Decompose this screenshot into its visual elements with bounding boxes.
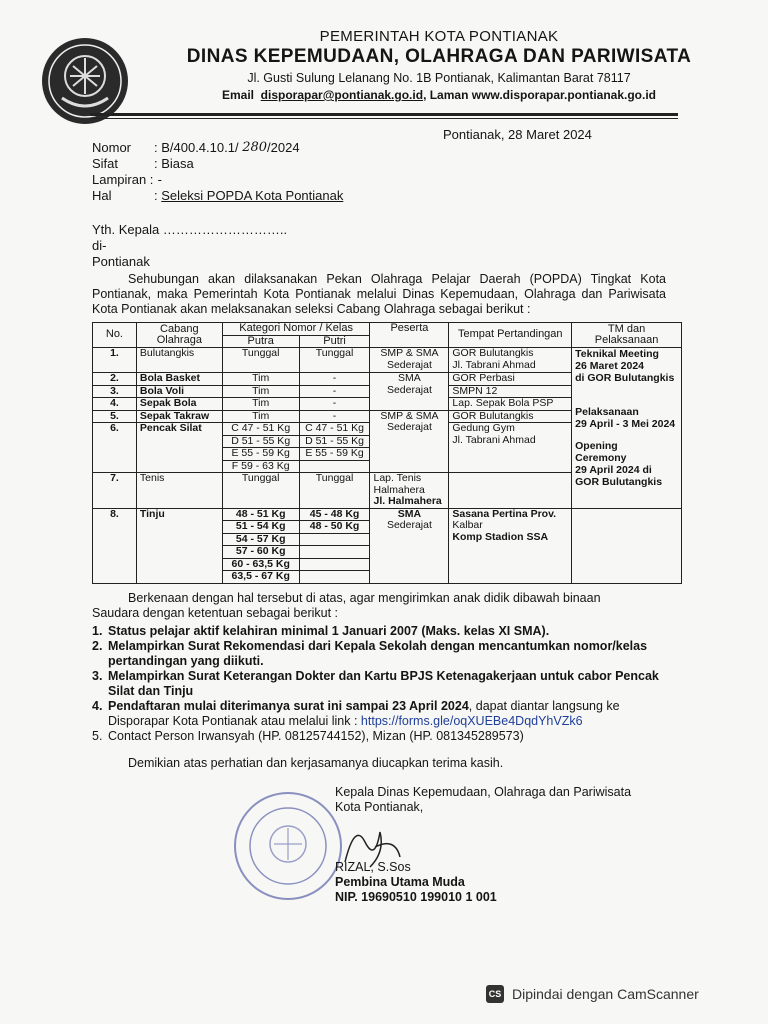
table-row: 6. Pencak Silat C 47 - 51 Kg C 47 - 51 Kg Gedung Gym Jl. Tabrani Ahmad — [93, 423, 682, 436]
camscanner-icon: CS — [486, 985, 504, 1003]
signatory-title: Kepala Dinas Kepemudaan, Olahraga dan Pariwisata Kota Pontianak, — [335, 785, 632, 814]
camscanner-watermark: CS Dipindai dengan CamScanner — [486, 985, 699, 1003]
table-row: 60 - 63,5 Kg — [93, 558, 682, 571]
sports-schedule-table: No. Cabang Olahraga Kategori Nomor / Kelas Peserta Tempat Pertandingan TM dan Pelaksanaan Putra Putri 1. Bulutangkis Tunggal Tunggal SMP & SMA Sederajat GOR Bulutangkis Jl. Tabrani Ahmad Teknikal Meeting 26 Maret 2024 di GOR Bulutangkis Pelaksanaan 29 April - 3 Mei 2024 Opening Ceremony 29 April 2024 di GOR Bulutangkis 2. Bola Basket Tim - SMA Sederajat GOR Perbasi 3. Bola Voli Tim - SMPN 12 4. Sepak Bola Tim - Lap. Sepak Bola PSP 5. Sepak Takraw Tim - SMP & SMA Sederajat GOR Bulutangkis 6. Pencak Silat C 47 - 51 Kg C 47 - 51 Kg Gedung Gym Jl. Tabrani Ahmad D 51 - 55 Kg D 51 - 55 Kg E 55 - 59 Kg E 55 - 59 Kg F 59 - 63 Kg 7. Tenis Tunggal Tunggal Lap. Tenis Halmahera Jl. Halmahera 8. Tinju 48 - 51 Kg 45 - 48 Kg SMA Sederajat Sasana Pertina Prov. Kalbar Komp Stadion SSA 51 - 54 Kg 48 - 50 Kg 54 - 57 Kg 57 - 60 Kg 60 - 63,5 Kg 63,5 - 67 Kg — [92, 322, 682, 584]
table-row: 1. Bulutangkis Tunggal Tunggal SMP & SMA Sederajat GOR Bulutangkis Jl. Tabrani Ahmad Teknikal Meeting 26 Maret 2024 di GOR Bulutangkis Pelaksanaan 29 April - 3 Mei 2024 Opening Ceremony 29 April 2024 di GOR Bulutangkis — [93, 348, 682, 373]
intro-paragraph: Sehubungan akan dilaksanakan Pekan Olahraga Pelajar Daerah (POPDA) Tingkat Kota Pontianak, maka Pemerintah Kota Pontianak melalui Dinas Kepemudaan, Olahraga dan Pariwisata Kota Pontianak akan melaksanakan seleksi Cabang Olahraga sebagai berikut : — [92, 272, 666, 316]
letter-date: Pontianak, 28 Maret 2024 — [443, 127, 592, 142]
agency-title: DINAS KEPEMUDAAN, OLAHRAGA DAN PARIWISATA — [186, 46, 692, 67]
table-row: D 51 - 55 Kg D 51 - 55 Kg — [93, 435, 682, 448]
list-item: 2. Melampirkan Surat Rekomendasi dari Kepala Sekolah dengan mencantumkan nomor/kelas pertandingan yang diikuti. — [92, 639, 648, 668]
list-item: 1. Status pelajar aktif kelahiran minimal 1 Januari 2007 (Maks. kelas XI SMA). — [92, 624, 550, 638]
table-row: 5. Sepak Takraw Tim - SMP & SMA Sederajat GOR Bulutangkis — [93, 410, 682, 423]
table-row: E 55 - 59 Kg E 55 - 59 Kg — [93, 448, 682, 461]
table-row: F 59 - 63 Kg — [93, 460, 682, 473]
email-link[interactable]: disporapar@pontianak.go.id — [260, 88, 424, 102]
list-item: 5. Contact Person Irwansyah (HP. 08125744152), Mizan (HP. 081345289573) — [92, 729, 524, 743]
agency-address: Jl. Gusti Sulung Lelanang No. 1B Pontianak, Kalimantan Barat 78117 — [247, 71, 631, 85]
website-link[interactable]: www.disporapar.pontianak.go.id — [471, 88, 657, 102]
closing-sentence: Demikian atas perhatian dan kerjasamanya diucapkan terima kasih. — [128, 756, 504, 770]
gov-title: PEMERINTAH KOTA PONTIANAK — [319, 28, 559, 45]
table-row: 63,5 - 67 Kg — [93, 571, 682, 584]
letter-meta: Nomor : B/400.4.10.1/ 280 /2024 Sifat : Biasa Lampiran : - Hal : Seleksi POPDA Kota Pontianak — [92, 140, 344, 203]
official-stamp-icon — [232, 790, 344, 902]
table-row: 2. Bola Basket Tim - SMA Sederajat GOR Perbasi — [93, 373, 682, 386]
table-row: 54 - 57 Kg — [93, 533, 682, 546]
table-row: 8. Tinju 48 - 51 Kg 45 - 48 Kg SMA Sederajat Sasana Pertina Prov. Kalbar Komp Stadion SSA — [93, 508, 682, 521]
conditions-intro: Berkenaan dengan hal tersebut di atas, agar mengirimkan anak didik dibawah binaan Saudara dengan ketentuan sebagai berikut : — [92, 591, 601, 620]
list-item: 3. Melampirkan Surat Keterangan Dokter dan Kartu BPJS Ketenagakerjaan untuk cabor Pencak Silat dan Tinju — [92, 669, 659, 698]
header-rule-thick — [90, 113, 678, 116]
table-row: 3. Bola Voli Tim - SMPN 12 — [93, 385, 682, 398]
table-row: 4. Sepak Bola Tim - Lap. Sepak Bola PSP — [93, 398, 682, 411]
table-row: 57 - 60 Kg — [93, 546, 682, 559]
table-row: 7. Tenis Tunggal Tunggal Lap. Tenis Halmahera Jl. Halmahera — [93, 473, 682, 509]
recipient-block: Yth. Kepala ……………………….. di- Pontianak — [92, 222, 288, 269]
agency-contact: Email disporapar@pontianak.go.id, Laman www.disporapar.pontianak.go.id — [221, 88, 657, 102]
signatory-block: RIZAL, S.Sos Pembina Utama Muda NIP. 19690510 199010 1 001 — [335, 860, 497, 904]
registration-link[interactable]: https://forms.gle/oqXUEBe4DqdYhVZk6 — [360, 714, 583, 728]
list-item: 4. Pendaftaran mulai diterimanya surat ini sampai 23 April 2024, dapat diantar langsung ke Disporapar Kota Pontianak atau melalui link : https://forms.gle/oqXUEBe4DqdYhVZk6 — [92, 699, 620, 728]
table-row: 51 - 54 Kg 48 - 50 Kg — [93, 521, 682, 534]
header-rule-thin — [90, 118, 678, 119]
conditions-list — [92, 624, 672, 744]
